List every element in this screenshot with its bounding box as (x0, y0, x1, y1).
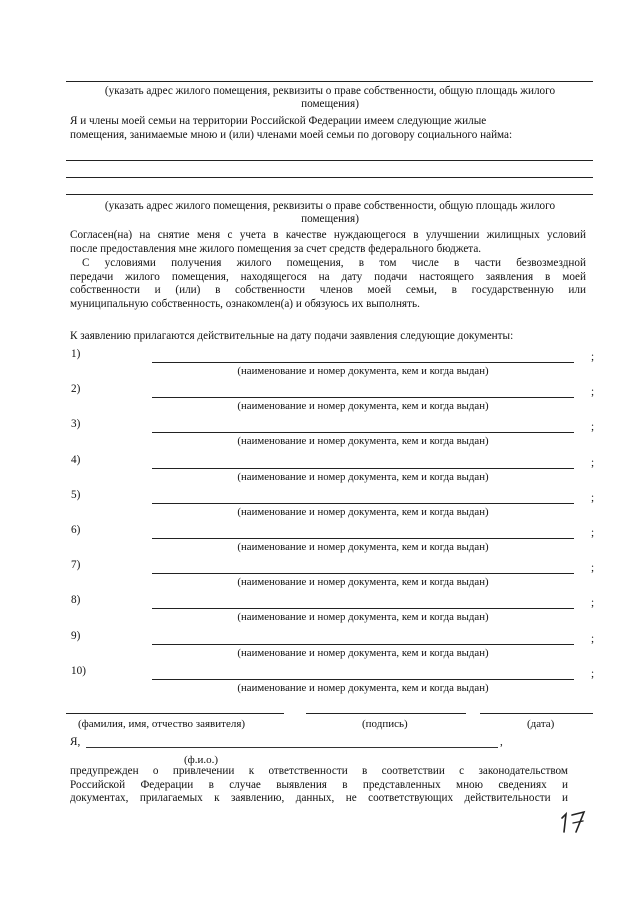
document-item-semicolon: ; (591, 632, 595, 645)
document-item-number: 9) (71, 629, 81, 642)
family-premises-text: Я и члены моей семьи на территории Российской Федерации имеем следующие жилые помещения, занимаемые мною и (или) членами моей семьи по договору социального найма: (70, 115, 513, 141)
document-item-semicolon: ; (591, 456, 595, 469)
applicant-name-caption: (фамилия, имя, отчество заявителя) (78, 718, 246, 730)
document-item-line (152, 573, 574, 574)
document-item-semicolon: ; (591, 491, 595, 504)
document-item-caption: (наименование и номер документа, кем и когда выдан) (237, 400, 489, 413)
document-item-number: 3) (71, 418, 81, 431)
document-item-line (152, 538, 574, 539)
handwritten-page-number (558, 806, 592, 836)
document-item-number: 8) (71, 594, 81, 607)
warning-paragraph: предупрежден о привлечении к ответственности в соответствии с законодательством Российской Федерации в случае выявления в представленных мною сведениях и документах, прилагаемых к заявлению, данных, не соответствующих действительности и (70, 765, 568, 805)
premises-line-1 (66, 160, 593, 161)
document-item-line (152, 468, 574, 469)
date-caption: (дата) (527, 718, 555, 730)
consent-paragraph: Согласен(на) на снятие меня с учета в качестве нуждающегося в улучшении жилищных условий после предоставления мне жилого помещения за счет средств федерального бюджета. (70, 229, 586, 255)
document-item-number: 7) (71, 559, 81, 572)
applicant-name-line (66, 713, 284, 714)
document-item-line (152, 679, 574, 680)
fio-line (86, 747, 498, 748)
document-item-semicolon: ; (591, 597, 595, 610)
document-item-line (152, 644, 574, 645)
signature-line (306, 713, 466, 714)
ya-label: Я, (70, 736, 81, 748)
document-item-line (152, 362, 574, 363)
fio-comma: , (500, 736, 503, 748)
document-item-number: 6) (71, 524, 81, 536)
signature-caption: (подпись) (362, 718, 408, 730)
document-item-number: 2) (71, 383, 81, 396)
document-item-caption: (наименование и номер документа, кем и когда выдан) (237, 435, 489, 448)
address-caption-1: (указать адрес жилого помещения, реквизиты о праве собственности, общую площадь жилого помещения) (104, 85, 556, 110)
document-item-number: 4) (71, 453, 81, 466)
date-line (480, 713, 593, 714)
document-item-line (152, 432, 574, 433)
document-item-line (152, 608, 574, 609)
document-item-semicolon: ; (591, 562, 595, 575)
document-item-line (152, 397, 574, 398)
premises-line-2 (66, 177, 593, 178)
document-item-caption: (наименование и номер документа, кем и когда выдан) (237, 611, 489, 624)
address-caption-2: (указать адрес жилого помещения, реквизиты о праве собственности, общую площадь жилого помещения) (104, 200, 556, 225)
premises-line-3 (66, 194, 593, 195)
attachments-intro: К заявлению прилагаются действительные на дату подачи заявления следующие документы: (70, 330, 514, 342)
document-item-caption: (наименование и номер документа, кем и когда выдан) (237, 646, 489, 659)
document-item-semicolon: ; (591, 667, 595, 680)
document-item-caption: (наименование и номер документа, кем и когда выдан) (237, 681, 489, 694)
document-item-caption: (наименование и номер документа, кем и когда выдан) (237, 365, 489, 377)
document-item-caption: (наименование и номер документа, кем и когда выдан) (237, 541, 489, 553)
document-item-semicolon: ; (591, 351, 595, 363)
document-item-caption: (наименование и номер документа, кем и когда выдан) (237, 505, 489, 518)
document-item-line (152, 503, 574, 504)
document-item-caption: (наименование и номер документа, кем и когда выдан) (237, 576, 489, 589)
document-item-semicolon: ; (591, 386, 595, 399)
address-line-1 (66, 81, 593, 82)
document-item-semicolon: ; (591, 421, 595, 434)
document-item-number: 1) (71, 348, 81, 360)
document-item-semicolon: ; (591, 527, 595, 539)
fio-caption: (ф.и.о.) (184, 754, 219, 766)
conditions-paragraph: С условиями получения жилого помещения, в том числе в части безвозмездной передачи жилого помещения, находящегося на дату подачи настоящего заявления в моей собственности и (или) в собственности членов моей семьи, в государственную или муниципальную собственность, ознакомлен(а) и обязуюсь их выполнять. (70, 257, 586, 310)
document-item-number: 10) (71, 664, 86, 677)
document-item-number: 5) (71, 488, 81, 501)
document-item-caption: (наименование и номер документа, кем и когда выдан) (237, 470, 489, 483)
